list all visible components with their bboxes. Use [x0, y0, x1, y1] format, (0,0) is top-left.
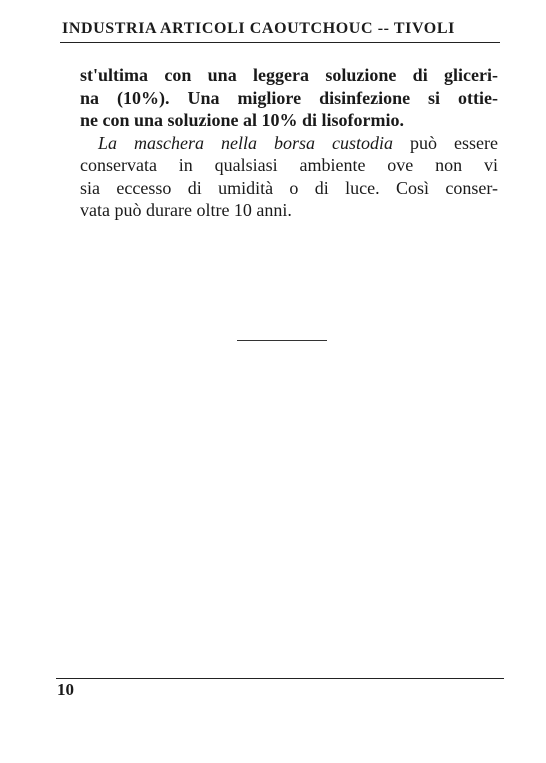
paragraph-1-line-3: ne con una soluzione al 10% di lisoformio.: [80, 110, 405, 130]
header-title: INDUSTRIA ARTICOLI CAOUTCHOUC -- TIVOLI: [62, 20, 455, 37]
paragraph-1-line-1: st'ultima con una leggera soluzione di gliceri-: [80, 65, 498, 85]
running-header: [60, 18, 498, 44]
page-number: 10: [57, 680, 74, 699]
paragraph-2-line-1: [80, 132, 498, 155]
paragraph-2-italic-lead: La maschera nella borsa custodia: [98, 132, 394, 153]
paragraph-2: [80, 132, 498, 222]
header-rule: [60, 42, 500, 43]
paragraph-2-line-1-rest: può essere: [393, 132, 498, 153]
section-separator: [237, 340, 327, 341]
footer-rule: [56, 678, 504, 679]
paragraph-2-line-3: sia eccesso di umidità o di luce. Così conser-: [80, 177, 498, 198]
paragraph-2-line-4: vata può durare oltre 10 anni.: [80, 200, 292, 220]
paragraph-2-line-2: conservata in qualsiasi ambiente ove non vi: [80, 155, 498, 175]
paragraph-1: [80, 64, 498, 132]
paragraph-1-line-2: na (10%). Una migliore disinfezione si ottie-: [80, 87, 498, 108]
body-text: [80, 64, 498, 222]
